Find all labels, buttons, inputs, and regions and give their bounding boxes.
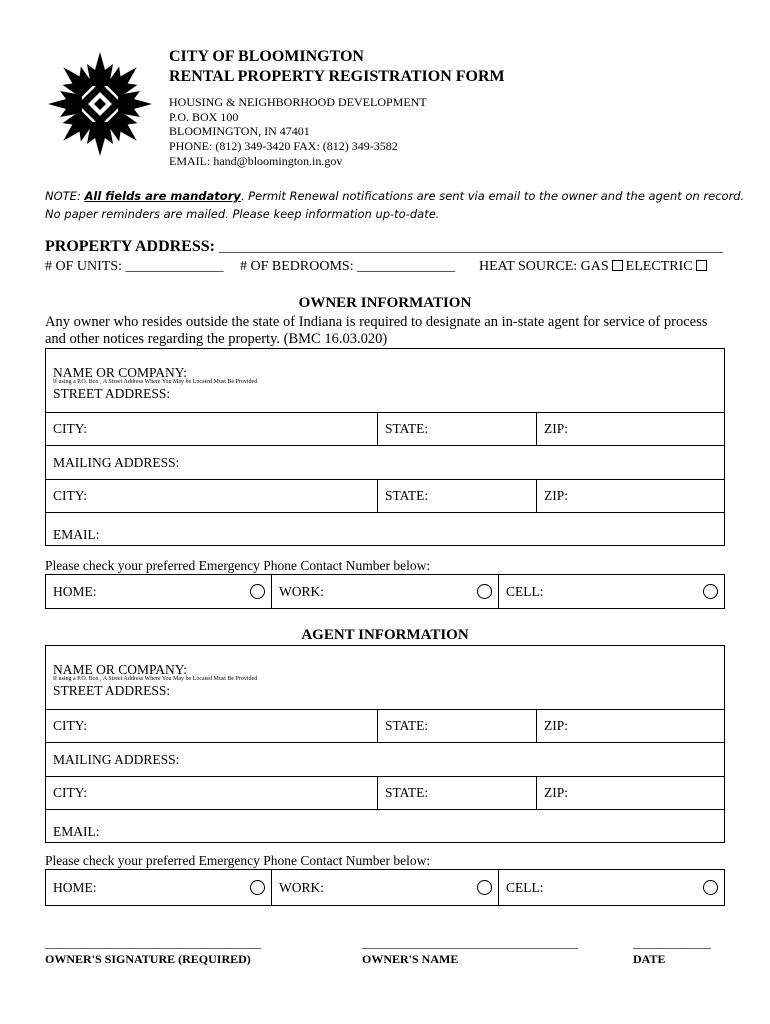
agent-street-label: STREET ADDRESS: bbox=[53, 683, 171, 698]
owner-home-cell[interactable] bbox=[46, 575, 272, 609]
owner-mailing-label: MAILING ADDRESS: bbox=[53, 454, 180, 470]
owner-emergency-prompt: Please check your preferred Emergency Phone Contact Number below: bbox=[45, 558, 431, 573]
owner-mail-state-label: STATE: bbox=[385, 488, 429, 503]
note-block bbox=[45, 187, 745, 223]
owner-heading: OWNER INFORMATION bbox=[298, 295, 472, 311]
owner-state-label: STATE: bbox=[385, 421, 429, 436]
owner-name-line[interactable]: ____________________________________ bbox=[362, 936, 578, 950]
header-address-block bbox=[169, 95, 427, 169]
agent-cell-label: CELL: bbox=[506, 879, 544, 895]
owner-work-radio[interactable] bbox=[477, 584, 492, 599]
form-title: RENTAL PROPERTY REGISTRATION FORM bbox=[169, 68, 505, 85]
owner-po-note: If using a P.O. Box , A Street Address Where You May be Located Must Be Provided bbox=[53, 379, 258, 385]
city-state-zip: BLOOMINGTON, IN 47401 bbox=[169, 124, 310, 139]
agent-emergency-prompt: Please check your preferred Emergency Phone Contact Number below: bbox=[45, 853, 431, 868]
city-logo bbox=[44, 48, 156, 160]
agent-email-label: EMAIL: bbox=[53, 824, 100, 839]
owner-mail-state-cell[interactable] bbox=[378, 480, 537, 513]
owner-name-label: NAME OR COMPANY: bbox=[53, 365, 188, 380]
note-mandatory: All fields are mandatory bbox=[84, 189, 241, 203]
agent-home-radio[interactable] bbox=[250, 880, 265, 895]
owner-info-table bbox=[45, 348, 725, 546]
owner-signature-line[interactable]: ____________________________________ bbox=[45, 936, 261, 950]
owner-mail-zip-label: ZIP: bbox=[544, 488, 569, 503]
agent-cell-cell[interactable] bbox=[499, 870, 725, 906]
owner-email-label: EMAIL: bbox=[53, 527, 100, 542]
agent-mail-state-label: STATE: bbox=[385, 785, 429, 800]
agent-mail-state-cell[interactable] bbox=[378, 777, 537, 810]
phone-fax: PHONE: (812) 349-3420 FAX: (812) 349-3582 bbox=[169, 139, 398, 154]
owner-email-cell[interactable] bbox=[46, 513, 725, 546]
agent-state-label: STATE: bbox=[385, 718, 429, 733]
dept-name: HOUSING & NEIGHBORHOOD DEVELOPMENT bbox=[169, 95, 427, 109]
agent-name-label: NAME OR COMPANY: bbox=[53, 662, 188, 677]
owner-description: Any owner who resides outside the state of Indiana is required to designate an in-state agent for service of process and other notices regarding the property. (BMC 16.03.020) bbox=[45, 314, 708, 347]
agent-mail-city-label: CITY: bbox=[53, 785, 88, 800]
owner-cell-label: CELL: bbox=[506, 583, 544, 599]
city-title: CITY OF BLOOMINGTON bbox=[169, 48, 364, 65]
contact-email: EMAIL: hand@bloomington.in.gov bbox=[169, 153, 343, 168]
gas-checkbox[interactable] bbox=[612, 260, 623, 271]
property-address-row bbox=[45, 238, 723, 256]
owner-name-cell[interactable] bbox=[46, 349, 725, 413]
heat-source-electric-label: ELECTRIC bbox=[625, 259, 693, 274]
owner-street-label: STREET ADDRESS: bbox=[53, 386, 171, 401]
owner-city-cell[interactable] bbox=[46, 413, 378, 446]
po-box: P.O. BOX 100 bbox=[169, 109, 239, 124]
heat-source-row bbox=[479, 259, 710, 275]
agent-zip-label: ZIP: bbox=[544, 718, 569, 733]
agent-mailing-cell[interactable] bbox=[46, 743, 725, 777]
owner-zip-cell[interactable] bbox=[537, 413, 725, 446]
owner-mail-zip-cell[interactable] bbox=[537, 480, 725, 513]
agent-heading: AGENT INFORMATION bbox=[301, 627, 469, 643]
date-line[interactable]: _____________ bbox=[633, 936, 711, 950]
owner-mailing-cell[interactable] bbox=[46, 446, 725, 480]
property-address-label: PROPERTY ADDRESS: bbox=[45, 238, 219, 255]
agent-mail-city-cell[interactable] bbox=[46, 777, 378, 810]
agent-city-label: CITY: bbox=[53, 718, 88, 733]
agent-mailing-label: MAILING ADDRESS: bbox=[53, 751, 180, 767]
agent-mail-zip-cell[interactable] bbox=[537, 777, 725, 810]
heat-source-gas-label: HEAT SOURCE: GAS bbox=[479, 259, 609, 274]
owner-signature-label: OWNER'S SIGNATURE (REQUIRED) bbox=[45, 952, 251, 966]
note-line2: No paper reminders are mailed. Please keep information up-to-date. bbox=[45, 207, 440, 221]
owner-state-cell[interactable] bbox=[378, 413, 537, 446]
units-field[interactable]: # OF UNITS: ______________ bbox=[45, 259, 224, 274]
owner-name-label: OWNER'S NAME bbox=[362, 952, 459, 966]
bedrooms-field[interactable]: # OF BEDROOMS: ______________ bbox=[240, 259, 456, 274]
owner-zip-label: ZIP: bbox=[544, 421, 569, 436]
owner-work-cell[interactable] bbox=[272, 575, 499, 609]
owner-home-radio[interactable] bbox=[250, 584, 265, 599]
note-prefix: NOTE: bbox=[45, 189, 85, 203]
agent-po-note: If using a P.O. Box , A Street Address Where You May be Located Must Be Provided bbox=[53, 676, 258, 682]
agent-home-label: HOME: bbox=[53, 879, 97, 895]
agent-phone-table bbox=[45, 869, 725, 906]
agent-zip-cell[interactable] bbox=[537, 710, 725, 743]
property-address-line[interactable]: ________________________________________________________________________ bbox=[218, 240, 723, 255]
note-line1: . Permit Renewal notifications are sent via email to the owner and the agent on record. bbox=[240, 189, 745, 203]
owner-work-label: WORK: bbox=[279, 583, 324, 599]
agent-state-cell[interactable] bbox=[378, 710, 537, 743]
agent-work-label: WORK: bbox=[279, 879, 324, 895]
agent-info-table bbox=[45, 645, 725, 843]
agent-city-cell[interactable] bbox=[46, 710, 378, 743]
owner-cell-cell[interactable] bbox=[499, 575, 725, 609]
owner-home-label: HOME: bbox=[53, 583, 97, 599]
date-label: DATE bbox=[633, 952, 666, 966]
agent-name-cell[interactable] bbox=[46, 646, 725, 710]
agent-work-radio[interactable] bbox=[477, 880, 492, 895]
electric-checkbox[interactable] bbox=[696, 260, 707, 271]
owner-cell-radio[interactable] bbox=[703, 584, 718, 599]
agent-work-cell[interactable] bbox=[272, 870, 499, 906]
owner-mail-city-label: CITY: bbox=[53, 488, 88, 503]
agent-home-cell[interactable] bbox=[46, 870, 272, 906]
agent-email-cell[interactable] bbox=[46, 810, 725, 843]
agent-mail-zip-label: ZIP: bbox=[544, 785, 569, 800]
owner-mail-city-cell[interactable] bbox=[46, 480, 378, 513]
agent-cell-radio[interactable] bbox=[703, 880, 718, 895]
owner-phone-table bbox=[45, 574, 725, 609]
owner-city-label: CITY: bbox=[53, 421, 88, 436]
